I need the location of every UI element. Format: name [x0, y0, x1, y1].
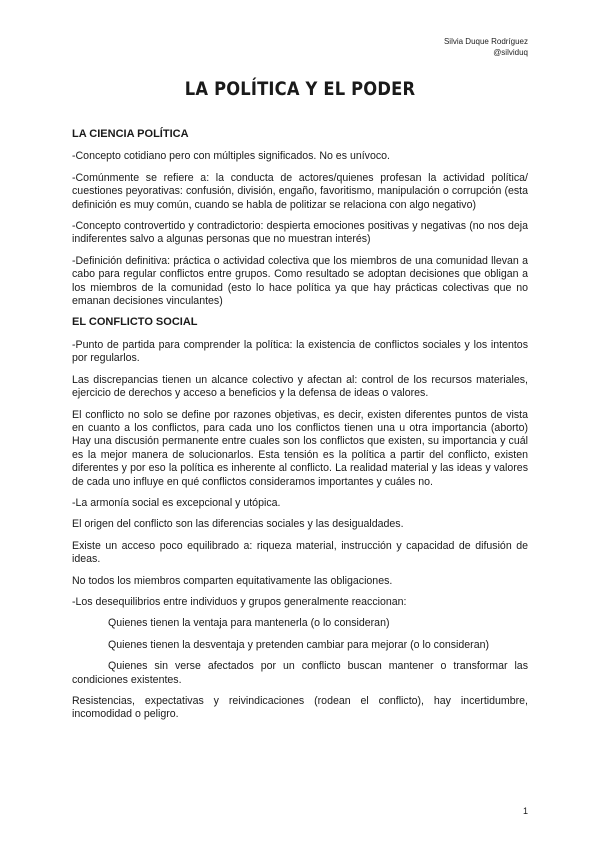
author-name: Silvia Duque Rodríguez: [443, 37, 528, 46]
paragraph: El origen del conflicto son las diferencias sociales y las desigualdades.: [72, 518, 404, 531]
indented-item: Quienes sin verse afectados por un conflicto buscan mantener o transformar las condiciones existentes.: [72, 660, 528, 686]
page-number: 1: [522, 806, 528, 816]
paragraph: Existe un acceso poco equilibrado a: riqueza material, instrucción y capacidad de difusión de ideas.: [72, 539, 528, 566]
indented-item: Quienes tienen la desventaja y pretenden cambiar para mejorar (o lo consideran): [108, 638, 490, 651]
paragraph: No todos los miembros comparten equitativamente las obligaciones.: [72, 574, 393, 587]
paragraph: -Los desequilibrios entre individuos y grupos generalmente reaccionan:: [72, 595, 407, 608]
paragraph: -Concepto controvertido y contradictorio: despierta emociones positivas y negativas (no nos deja indiferentes salvo a algunas personas que no muestran interés): [72, 220, 528, 246]
paragraph: -Concepto cotidiano pero con múltiples significados. No es unívoco.: [72, 150, 390, 163]
author-handle: @silviduq: [493, 48, 528, 57]
document-title: LA POLÍTICA Y EL PODER: [184, 78, 416, 100]
closing-paragraph: Resistencias, expectativas y reivindicaciones (rodean el conflicto), hay incertidumbre, incomodidad o peligro.: [72, 695, 528, 721]
author-block: [444, 36, 528, 58]
paragraph: Las discrepancias tienen un alcance colectivo y afectan al: control de los recursos materiales, ejercicio de derechos y acceso a beneficios y la defensa de ideas o valores.: [72, 373, 528, 400]
paragraph: El conflicto no solo se define por razones objetivas, es decir, existen diferentes puntos de vista en cuanto a los conflictos, para cada uno los conflictos tienen una u otra importancia (aborto) Hay una discusión permanente entre cuales son los conflictos que existen, su importancia y cuál es la mejor manera de solucionarlos. Esta tensión es la política a partir del conflicto, existen diferentes y por eso la política es inherente al conflicto. La realidad material y las ideas y valores de cada uno influye en qué conflictos consideramos importantes y cuáles no.: [72, 408, 528, 488]
indented-item: Quienes tienen la ventaja para mantenerla (o lo consideran): [108, 617, 390, 630]
paragraph: -Definición definitiva: práctica o actividad colectiva que los miembros de una comunidad llevan a cabo para regular conflictos entre grupos. Como resultado se adoptan decisiones que obligan a los miembros de la comunidad (esto lo hace política ya que hay prácticas colectivas que no emanan decisiones vinculantes): [72, 254, 528, 308]
document-body: [72, 128, 528, 730]
paragraph: -La armonía social es excepcional y utópica.: [72, 496, 281, 509]
section-heading-ciencia-politica: LA CIENCIA POLÍTICA: [72, 128, 189, 140]
paragraph: -Punto de partida para comprender la política: la existencia de conflictos sociales y los intentos por regularlos.: [72, 338, 528, 365]
paragraph: -Comúnmente se refiere a: la conducta de actores/quienes profesan la actividad política/ cuestiones peyorativas: confusión, división, engaño, favoritismo, manipulación o corrupción (esta definición es muy común, cuando se habla de politizar se relaciona con algo negativo): [72, 171, 528, 211]
section-heading-conflicto-social: EL CONFLICTO SOCIAL: [72, 316, 198, 329]
